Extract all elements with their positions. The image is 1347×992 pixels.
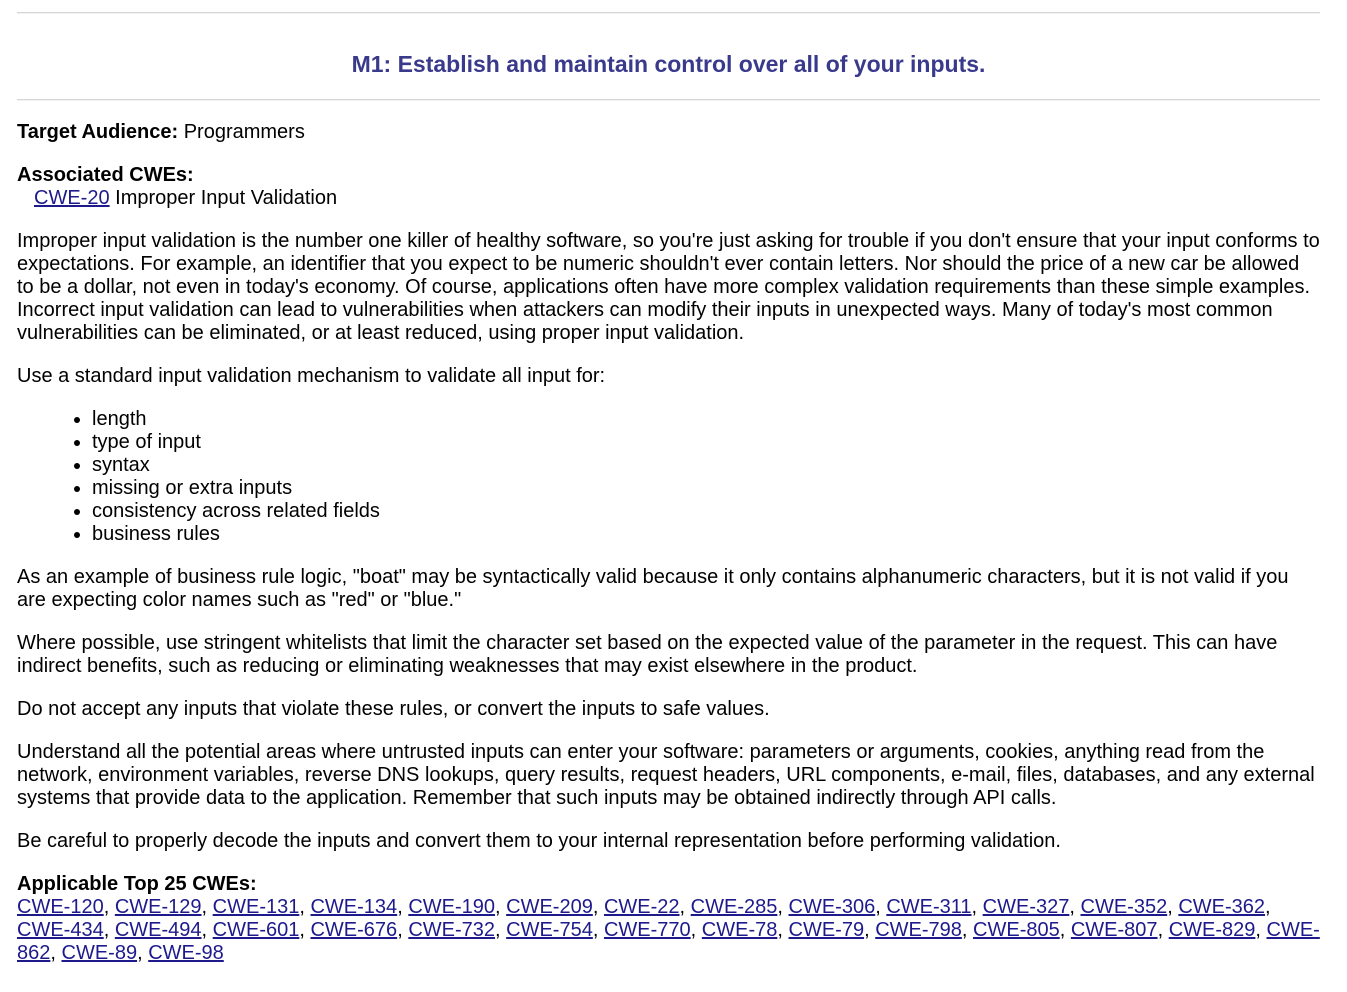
cwe-link[interactable]: CWE-362 [1178,896,1266,918]
cwe-link[interactable]: CWE-98 [148,942,224,964]
cwe-link[interactable]: CWE-285 [690,896,778,918]
cwe-link[interactable]: CWE-829 [1168,919,1256,941]
validation-list [17,408,1320,546]
cwe-link[interactable]: CWE-770 [603,919,691,941]
cwe-link[interactable]: CWE-22 [603,896,680,918]
associated-cwe-entry [17,187,1320,210]
list-item: • consistency across related fields [92,500,1320,523]
intro-paragraph: Improper input validation is the number one killer of healthy software, so you're just asking for trouble if you don't ensure that your input conforms to expectations. For example, an identifier that you expect to be numeric shouldn't ever contain letters. Nor should the price of a new car be allowed to be a dollar, not even in today's economy. Of course, applications often have more complex validation requirements than these simple examples. Incorrect input validation can lead to vulnerabilities when attackers can modify their inputs in unexpected ways. Many of today's most common vulnerabilities can be eliminated, or at least reduced, using proper input validation. [17,230,1320,344]
cwe-link[interactable]: CWE-131 [212,896,300,918]
list-item: • type of input [92,431,1320,454]
cwe-link[interactable]: CWE-798 [875,919,962,941]
cwe-link[interactable]: CWE-120 [17,896,104,918]
top25-label: Applicable Top 25 CWEs: [17,873,257,895]
list-item: • syntax [92,454,1320,477]
cwe-link[interactable]: CWE-311 [886,896,972,918]
cwe-link[interactable]: CWE-78 [701,919,778,941]
list-item: • length [92,408,1320,431]
cwe-20-link[interactable]: CWE-20 [34,187,110,209]
reject-paragraph: Do not accept any inputs that violate these rules, or convert the inputs to safe values. [17,698,770,720]
cwe-link[interactable]: CWE-732 [408,919,496,941]
list-item: • business rules [92,523,1320,546]
page-title: M1: Establish and maintain control over all of your inputs. [351,51,986,77]
top25-section [17,873,1320,965]
cwe-link[interactable]: CWE-676 [310,919,398,941]
validation-intro: Use a standard input validation mechanism to validate all input for: [17,365,606,387]
cwe-link[interactable]: CWE-862 [17,919,1320,964]
cwe-link[interactable]: CWE-807 [1070,919,1158,941]
target-audience-value: Programmers [183,121,305,143]
cwe-link[interactable]: CWE-79 [788,919,865,941]
mitigation-page [17,0,1320,965]
cwe-link[interactable]: CWE-209 [506,896,593,918]
cwe-link[interactable]: CWE-434 [17,919,104,941]
cwe-link[interactable]: CWE-352 [1080,896,1168,918]
cwe-20-name: Improper Input Validation [115,187,338,209]
cwe-link[interactable]: CWE-494 [114,919,202,941]
title-divider [17,99,1320,101]
list-item: • missing or extra inputs [92,477,1320,500]
decode-paragraph: Be careful to properly decode the inputs and convert them to your internal representation before performing validation. [17,830,1061,852]
associated-cwes-label: Associated CWEs: [17,164,194,186]
business-rule-example: As an example of business rule logic, "boat" may be syntactically valid because it only contains alphanumeric characters, but it is not valid if you are expecting color names such as "red" or "blue." [17,566,1289,611]
whitelist-paragraph: Where possible, use stringent whitelists that limit the character set based on the expected value of the parameter in the request. This can have indirect benefits, such as reducing or eliminating weaknesses that may exist elsewhere in the product. [17,632,1278,677]
cwe-link[interactable]: CWE-190 [408,896,496,918]
top-divider [17,12,1320,14]
associated-cwes [17,164,1320,210]
cwe-link[interactable]: CWE-89 [61,942,138,964]
cwe-link[interactable]: CWE-754 [506,919,593,941]
target-audience [17,121,1320,144]
cwe-link[interactable]: CWE-134 [310,896,398,918]
cwe-link[interactable]: CWE-306 [788,896,876,918]
untrusted-inputs-paragraph: Understand all the potential areas where untrusted inputs can enter your software: parameters or arguments, cookies, anything read from the network, environment variables, reverse DNS lookups, query results, request headers, URL components, e-mail, files, databases, and any external systems that provide data to the application. Remember that such inputs may be obtained indirectly through API calls. [17,741,1315,809]
cwe-link[interactable]: CWE-601 [212,919,300,941]
cwe-link[interactable]: CWE-129 [114,896,202,918]
cwe-link[interactable]: CWE-805 [973,919,1060,941]
top25-link-list: CWE-120, CWE-129, CWE-131, CWE-134, CWE-190, CWE-209, CWE-22, CWE-285, CWE-306, CWE-311, CWE-327, CWE-352, CWE-362, CWE-434, CWE-494, CWE-601, CWE-676, CWE-732, CWE-754, CWE-770, CWE-78, CWE-79, CWE-798, CWE-805, CWE-807, CWE-829, CWE-862, CWE-89, CWE-98 [17,896,1320,964]
cwe-link[interactable]: CWE-327 [982,896,1070,918]
target-audience-label: Target Audience: [17,121,179,143]
